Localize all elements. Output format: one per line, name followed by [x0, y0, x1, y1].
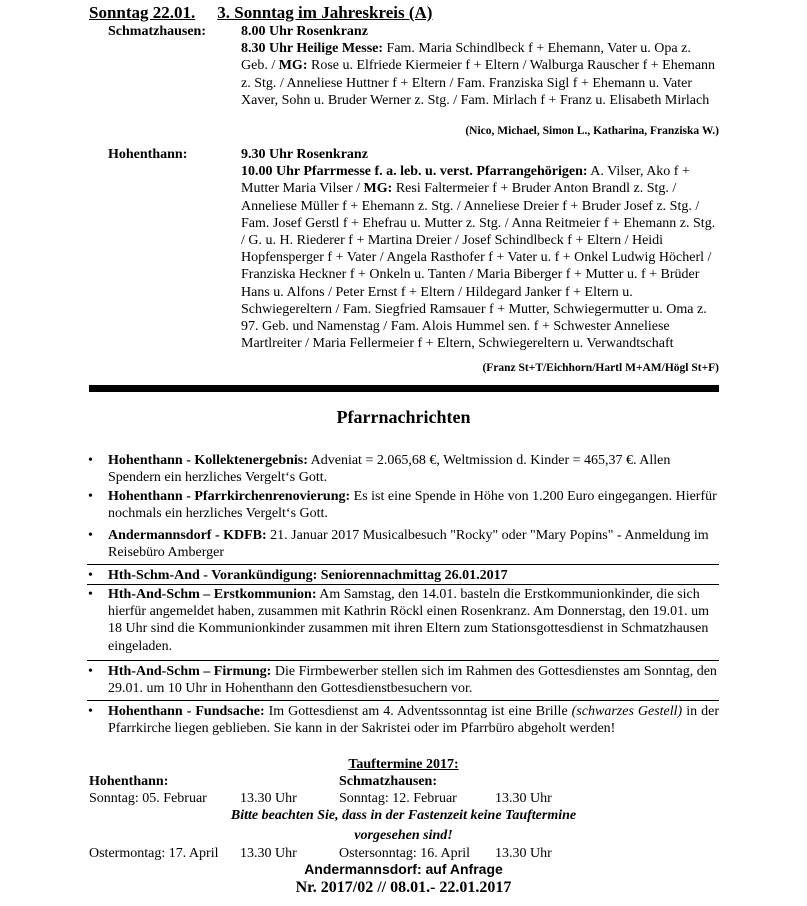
- schmatzhausen-services: [241, 23, 721, 109]
- hohenthann-services: [241, 146, 721, 352]
- news-item: [87, 527, 719, 561]
- hohenthann-servers: (Franz St+T/Eichhorn/Hartl M+AM/Högl St+F): [482, 362, 719, 374]
- schmatzhausen-mass-text-2: Rose u. Elfriede Kiermeier f + Eltern / Walburga Rauscher f + Ehemann z. Stg. / Anneliese Huttner f + Eltern / Fam. Franziska Sigl f + Ehemann u. Vater Xaver, Sohn u. Bruder Werner z. Stg. / Fam. Mirlach f + Franz u. Elisabeth Mirlach: [241, 58, 716, 108]
- tauf-time: 13.30 Uhr: [240, 846, 297, 861]
- tauf-date: Ostersonntag: 16. April: [339, 846, 471, 861]
- section-divider: [89, 385, 719, 392]
- header-title: 3. Sonntag im Jahreskreis (A): [217, 3, 433, 22]
- tauf-time: 13.30 Uhr: [495, 791, 552, 806]
- news-item-italic: (schwarzes Gestell): [571, 704, 683, 719]
- schmatzhausen-mg: MG:: [278, 58, 308, 74]
- news-item-head: Hth-Schm-And - Vorankündigung: Seniorennachmittag 26.01.2017: [108, 568, 508, 583]
- news-item-head: Hth-And-Schm – Erstkommunion:: [108, 587, 317, 602]
- hohenthann-mg: MG:: [363, 181, 393, 197]
- hohenthann-mass-title: 10.00 Uhr Pfarrmesse f. a. leb. u. verst. Pfarrangehörigen:: [241, 164, 588, 180]
- news-item-text: Die Firmbewerber stellen sich im Rahmen des Gottesdienstes am Sonntag, den 29.01. um 10 Uhr in Hohenthann den Gottesdienstbesuchern vor.: [108, 664, 717, 697]
- hohenthann-mass: [241, 163, 721, 352]
- news-item: [87, 660, 719, 697]
- place-schmatzhausen: Schmatzhausen:: [108, 24, 207, 39]
- news-item-head: Hohenthann - Pfarrkirchenrenovierung:: [108, 489, 351, 504]
- bullet-icon: •: [88, 528, 93, 543]
- schmatzhausen-mass: [241, 40, 721, 109]
- news-item-head: Hohenthann - Fundsache:: [108, 704, 265, 719]
- tauftermine-title: Tauftermine 2017:: [348, 757, 459, 772]
- tauf-time: 13.30 Uhr: [495, 846, 552, 861]
- bullet-icon: •: [88, 704, 93, 719]
- hohenthann-mass-text-1: A. Vilser, Ako f + Mutter Maria Vilser /: [241, 164, 690, 197]
- tauf-col-schmatzhausen: Schmatzhausen:: [339, 774, 438, 789]
- page-header: [89, 3, 432, 23]
- news-item-text-2: in der Pfarrkirche liegen geblieben. Sie kann in der Sakristei oder im Pfarrbüro abgeholt werden!: [108, 704, 719, 737]
- tauf-col-hohenthann: Hohenthann:: [89, 774, 169, 789]
- news-item: [87, 700, 719, 737]
- news-item-text: Am Samstag, den 14.01. basteln die Erstkommunionkinder, die sich hierfür angemeldet haben, zusammen mit Kathrin Röckl einen Rosenkranz. Am Donnerstag, den 19.01. um 18 Uhr sind die Kommunionkinder zusammen mit ihren Eltern zum Stationsgottesdienst in Schmatzhausen eingeladen.: [108, 587, 710, 654]
- news-item: [87, 564, 719, 584]
- tauf-andermannsdorf: Andermannsdorf: auf Anfrage: [304, 861, 503, 877]
- tauf-time: 13.30 Uhr: [240, 791, 297, 806]
- bullet-icon: •: [88, 453, 93, 468]
- tauf-date: Sonntag: 05. Februar: [89, 791, 207, 806]
- news-item-head: Hth-And-Schm – Firmung:: [108, 664, 272, 679]
- tauf-note-line-2: vorgesehen sind!: [354, 828, 453, 843]
- news-item: [87, 488, 719, 522]
- section-title-pfarrnachrichten: Pfarrnachrichten: [336, 407, 471, 427]
- news-item-head: Hohenthann - Kollektenergebnis:: [108, 453, 308, 468]
- schmatzhausen-mass-title: 8.30 Uhr Heilige Messe:: [241, 41, 384, 57]
- news-item-text: Adveniat = 2.065,68 €, Weltmission d. Kinder = 465,37 €. Allen Spendern ein herzliches Vergelt‘s Gott.: [108, 453, 671, 486]
- bullet-icon: •: [88, 587, 93, 602]
- tauf-date: Ostermontag: 17. April: [89, 846, 219, 861]
- bullet-icon: •: [88, 489, 93, 504]
- schmatzhausen-mass-text-1: Fam. Maria Schindlbeck f + Ehemann, Vater u. Opa z. Geb. /: [241, 41, 691, 74]
- news-item-text: Im Gottesdienst am 4. Adventssonntag ist eine Brille: [264, 704, 572, 719]
- bullet-icon: •: [88, 664, 93, 679]
- schmatzhausen-servers: (Nico, Michael, Simon L., Katharina, Franziska W.): [465, 125, 719, 137]
- hohenthann-rosary: 9.30 Uhr Rosenkranz: [241, 147, 368, 162]
- hohenthann-mass-text-2: Resi Faltermeier f + Bruder Anton Brandl z. Stg. / Anneliese Müller f + Ehemann z. Stg. / Anneliese Dreier f + Bruder Josef z. Stg. / Fam. Josef Gerstl f + Ehefrau u. Mutter z. Stg. / Anna Reitmeier f + Ehemann z. Stg. / G. u. H. Riederer f + Martina Dreier / Josef Schindlbeck f + Eltern / Heidi Hopfensperger f + Vater / Angela Rasthofer f + Vater u. f + Onkel Ludwig Höcherl / Franziska Heckner f + Onkeln u. Tanten / Maria Biberger f + Mutter u. f + Brüder Hans u. Alfons / Peter Ernst f + Eltern / Hildegard Janker f + Eltern u. Schwiegereltern / Fam. Siegfried Ramsauer f + Mutter, Schwiegermutter u. Oma z. 97. Geb. und Namenstag / Fam. Alois Hummel sen. f + Schwester Anneliese Martlreiter / Maria Fellermeier f + Eltern, Schwiegereltern u. Verwandtschaft: [241, 181, 716, 352]
- news-item: [87, 452, 719, 486]
- header-date: Sonntag 22.01.: [89, 3, 196, 22]
- news-item: [87, 584, 719, 655]
- schmatzhausen-rosary: 8.00 Uhr Rosenkranz: [241, 24, 368, 39]
- news-item-text: 21. Januar 2017 Musicalbesuch "Rocky" oder "Mary Popins" - Anmeldung im Reisebüro Amberger: [108, 528, 709, 561]
- bullet-icon: •: [88, 568, 93, 583]
- tauf-date: Sonntag: 12. Februar: [339, 791, 457, 806]
- news-item-head: Andermannsdorf - KDFB:: [108, 528, 267, 543]
- place-hohenthann: Hohenthann:: [108, 147, 188, 162]
- news-item-text: Es ist eine Spende in Höhe von 1.200 Euro eingegangen. Hierfür nochmals ein herzliches Vergelt‘s Gott.: [108, 489, 717, 522]
- footer-issue: Nr. 2017/02 // 08.01.- 22.01.2017: [295, 879, 512, 896]
- tauf-note-line-1: Bitte beachten Sie, dass in der Fastenzeit keine Tauftermine: [230, 808, 577, 823]
